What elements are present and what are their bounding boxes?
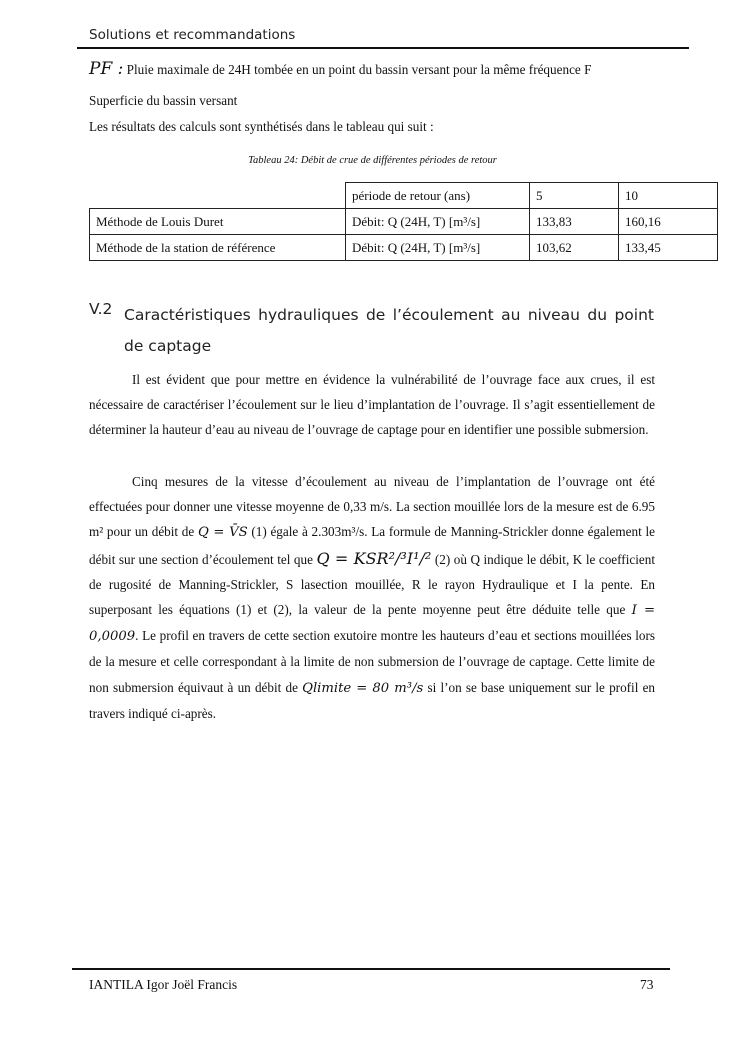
equation-3: I = 0,0009: [89, 603, 655, 645]
table-corner-cell: [90, 183, 346, 209]
period-10: 10: [619, 183, 718, 209]
quantity-cell: Débit: Q (24H, T) [m³/s]: [346, 209, 530, 235]
footer-rule: [72, 968, 670, 970]
paragraph-2: [89, 469, 655, 726]
paragraph-2-text-1: Cinq mesures de la vitesse d’écoulement au niveau de l’implantation de l’ouvrage ont été effectuées pour donner une vitesse moyenne de 0,33 m/s. La section mouillée lors de la mesure est de 6.95 m² pour un débit de: [89, 474, 655, 540]
period-5: 5: [530, 183, 619, 209]
method-cell: Méthode de Louis Duret: [90, 209, 346, 235]
pf-symbol: PF :: [89, 59, 124, 79]
paragraph-2-text-2: (1) égale à 2.303m³/s. La formule de Manning-Strickler donne également le débit sur une section d’écoulement tel que: [89, 524, 656, 567]
paragraph-2-text-5: si l’on se base uniquement sur le profil en travers indiqué ci-après.: [89, 679, 656, 721]
value-cell: 160,16: [619, 209, 718, 235]
table-row: [90, 209, 718, 235]
equation-2: Q = KSR²/³I¹/²: [316, 548, 432, 568]
method-cell: Méthode de la station de référence: [90, 235, 346, 261]
header-rule: [77, 47, 689, 49]
section-title: Caractéristiques hydrauliques de l’écoulement au niveau du point de captage: [124, 306, 654, 355]
paragraph-2-text-4: . Le profil en travers de cette section exutoire montre les hauteurs d’eau et sections mouillées lors de la mesure et celle correspondant à la limite de non submersion de l’ouvrage de captage. Cette limite de non submersion équivaut à un débit de: [89, 628, 655, 695]
value-cell: 133,83: [530, 209, 619, 235]
running-header: Solutions et recommandations: [89, 27, 296, 43]
paragraph-1: Il est évident que pour mettre en évidence la vulnérabilité de l’ouvrage face aux crues, il est nécessaire de caractériser l’écoulement sur le lieu d’implantation de l’ouvrage. Il s’agit essentiellement de déterminer la hauteur d’eau au niveau de l’ouvrage de captage pour en identifier une possible submersion.: [89, 372, 655, 438]
pf-definition-line: [89, 60, 591, 79]
return-period-label: période de retour (ans): [346, 183, 530, 209]
equation-1: Q = V̄S: [197, 525, 248, 541]
value-cell: 133,45: [619, 235, 718, 261]
table-caption: Tableau 24: Débit de crue de différentes périodes de retour: [248, 155, 497, 166]
results-intro: Les résultats des calculs sont synthétisés dans le tableau qui suit :: [89, 119, 434, 134]
equation-4: Qlimite = 80 m³/s: [302, 680, 424, 696]
quantity-cell: Débit: Q (24H, T) [m³/s]: [346, 235, 530, 261]
table-header-row: [90, 183, 718, 209]
table-row: [90, 235, 718, 261]
section-number: V.2: [89, 300, 113, 318]
footer-author: IANTILA Igor Joël Francis: [89, 977, 238, 992]
flood-flow-table: [89, 182, 718, 261]
pf-definition: Pluie maximale de 24H tombée en un point du bassin versant pour la même fréquence F: [126, 62, 592, 77]
paragraph-2-text-3: (2) où Q indique le débit, K le coefficient de rugosité de Manning-Strickler, S lasection mouillée, R le rayon Hydraulique et I la pente. En superposant les équations (1) et (2), la valeur de la pente moyenne peut être déduite telle que: [89, 551, 655, 618]
value-cell: 103,62: [530, 235, 619, 261]
basin-area-line: Superficie du bassin versant: [89, 93, 238, 108]
page-number: 73: [640, 977, 654, 992]
